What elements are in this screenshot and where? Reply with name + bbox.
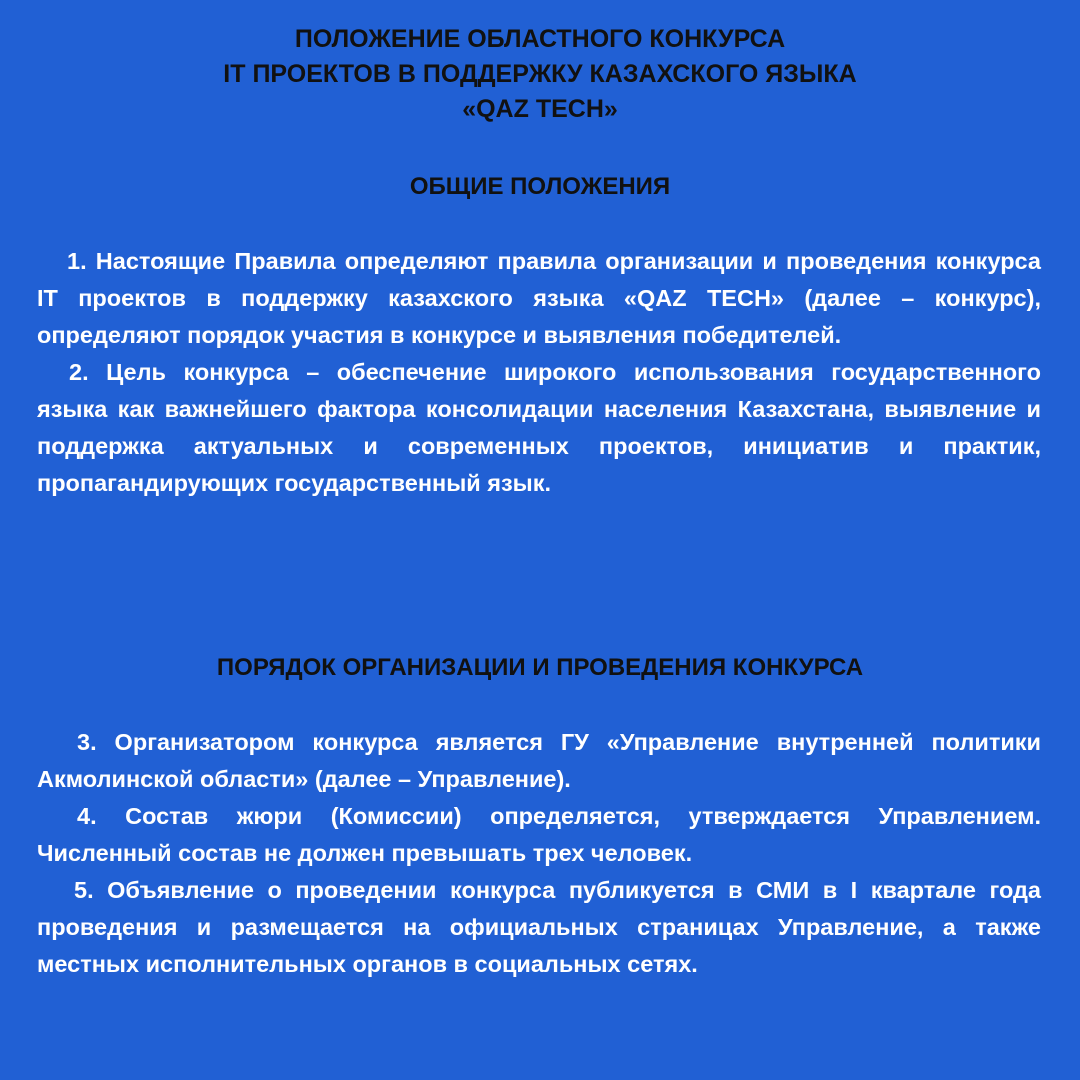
paragraph-5: 5. Объявление о проведении конкурса публикуется в СМИ в I квартале года проведения и размещается на официальных страницах Управление, а также местных исполнительных органов в социальных сетях. bbox=[37, 877, 1041, 977]
paragraph-1: 1. Настоящие Правила определяют правила организации и проведения конкурса IT проектов в поддержку казахского языка «QAZ TECH» (далее – конкурс), определяют порядок участия в конкурсе и выявления победителей. bbox=[37, 248, 1041, 348]
title-line-2: IT ПРОЕКТОВ В ПОДДЕРЖКУ КАЗАХСКОГО ЯЗЫКА bbox=[223, 60, 857, 88]
section-general-body bbox=[37, 243, 1041, 502]
document-title bbox=[0, 22, 1080, 127]
paragraph-4: 4. Состав жюри (Комиссии) определяется, утверждается Управлением. Численный состав не должен превышать трех человек. bbox=[37, 803, 1041, 866]
section-organization-body bbox=[37, 724, 1041, 983]
paragraph-3: 3. Организатором конкурса является ГУ «Управление внутренней политики Акмолинской области» (далее – Управление). bbox=[37, 729, 1041, 792]
section-heading-organization: ПОРЯДОК ОРГАНИЗАЦИИ И ПРОВЕДЕНИЯ КОНКУРСА bbox=[216, 654, 864, 681]
section-heading-general: ОБЩИЕ ПОЛОЖЕНИЯ bbox=[409, 173, 671, 200]
paragraph-2: 2. Цель конкурса – обеспечение широкого использования государственного языка как важнейшего фактора консолидации населения Казахстана, выявление и поддержка актуальных и современных проектов, инициатив и практик, пропагандирующих государственный язык. bbox=[37, 359, 1041, 496]
title-line-1: ПОЛОЖЕНИЕ ОБЛАСТНОГО КОНКУРСА bbox=[294, 25, 786, 53]
title-line-3: «QAZ TECH» bbox=[462, 95, 618, 123]
